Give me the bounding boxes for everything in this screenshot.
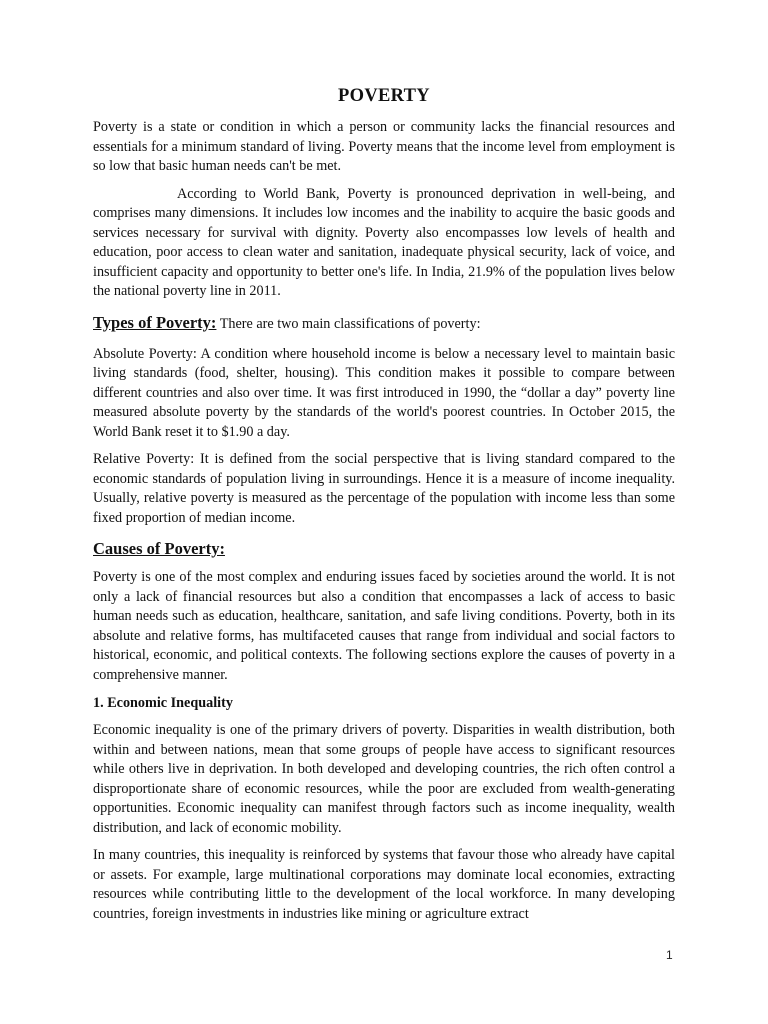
causes-intro-paragraph: Poverty is one of the most complex and enduring issues faced by societies around the world. It is not only a lack of financial resources but also a condition that encompasses a lack of access to basic human needs such as education, healthcare, sanitation, and safe living conditions. Poverty, both in its absolute and relative forms, has multifaceted causes that range from individual and social factors to historical, economic, and political contexts. The following sections explore the causes of poverty in a comprehensive manner.: [93, 569, 675, 683]
types-of-poverty-heading: Types of Poverty:: [93, 312, 217, 332]
economic-inequality-heading: 1. Economic Inequality: [93, 695, 233, 711]
document-page: [93, 86, 675, 932]
intro-paragraph: Poverty is a state or condition in which a person or community lacks the financial resources and essentials for a minimum standard of living. Poverty means that the income level from employment is so low that basic human needs can't be met.: [93, 119, 675, 174]
economic-inequality-paragraph-2: In many countries, this inequality is reinforced by systems that favour those who already have capital or assets. For example, large multinational corporations may dominate local economies, extracting resources while contributing little to the development of the local workforce. In many developing countries, foreign investments in industries like mining or agriculture extract: [93, 847, 675, 922]
page-title: POVERTY: [338, 86, 430, 106]
causes-of-poverty-heading: Causes of Poverty:: [93, 539, 225, 558]
relative-poverty-paragraph: Relative Poverty: It is defined from the social perspective that is living standard compared to the economic standards of population living in surroundings. Hence it is a measure of income inequality. Usually, relative poverty is measured as the percentage of the population with income less than some fixed proportion of median income.: [93, 451, 675, 526]
world-bank-paragraph: According to World Bank, Poverty is pronounced deprivation in well-being, and comprises many dimensions. It includes low incomes and the inability to acquire the basic goods and services necessary for survival with dignity. Poverty also encompasses low levels of health and education, poor access to clean water and sanitation, inadequate physical security, lack of voice, and insufficient capacity and opportunity to better one's life. In India, 21.9% of the population lives below the national poverty line in 2011.: [93, 185, 675, 299]
types-of-poverty-line: [93, 312, 675, 335]
economic-inequality-paragraph-1: Economic inequality is one of the primary drivers of poverty. Disparities in wealth distribution, both within and between nations, mean that some groups of people have access to significant resources while others live in deprivation. In both developed and developing countries, the rich often control a disproportionate share of economic resources, while the poor are excluded from wealth-generating opportunities. Economic inequality can manifest through factors such as income inequality, wealth distribution, and lack of economic mobility.: [93, 722, 675, 836]
absolute-poverty-paragraph: Absolute Poverty: A condition where household income is below a necessary level to maintain basic living standards (food, shelter, housing). This condition makes it possible to compare between different countries and also over time. It was first introduced in 1990, the “dollar a day” poverty line measured absolute poverty by the standards of the world's poorest countries. In October 2015, the World Bank reset it to $1.90 a day.: [93, 345, 675, 440]
page-number: 1: [666, 948, 673, 962]
types-of-poverty-intro: There are two main classifications of poverty:: [216, 315, 481, 332]
